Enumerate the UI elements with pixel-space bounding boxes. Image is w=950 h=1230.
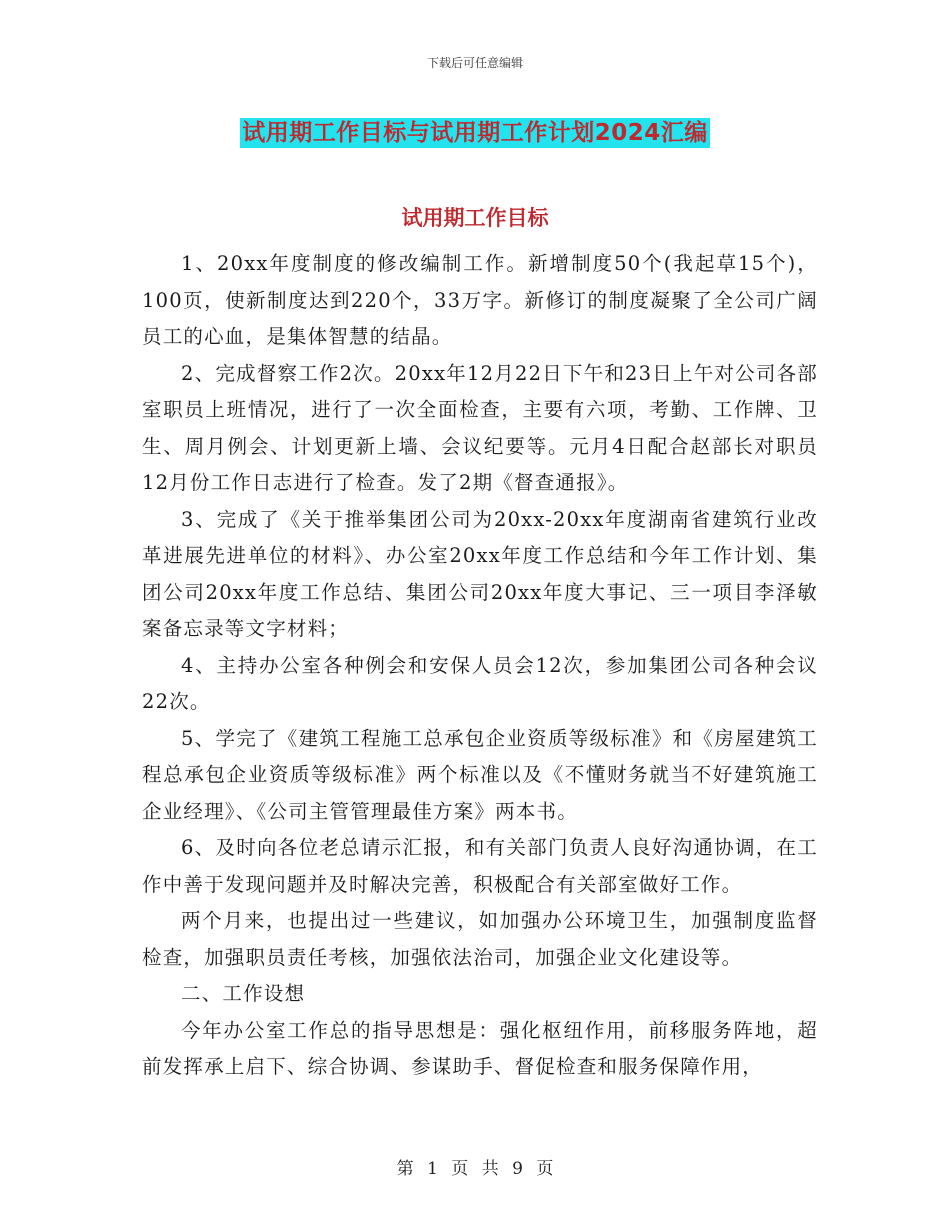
paragraph: 6、及时向各位老总请示汇报，和有关部门负责人良好沟通协调，在工作中善于发现问题并及时解决完善，积极配合有关部室做好工作。 bbox=[142, 836, 818, 896]
paragraph: 2、完成督察工作2次。20xx年12月22日下午和23日上午对公司各部室职员上班情况，进行了一次全面检查，主要有六项，考勤、工作牌、卫生、周月例会、计划更新上墙、会议纪要等。元月4日配合赵部长对职员12月份工作日志进行了检查。发了2期《督查通报》。 bbox=[142, 361, 818, 494]
document-title-text: 试用期工作目标与试用期工作计划2024汇编 bbox=[242, 120, 708, 146]
paragraph: 两个月来，也提出过一些建议，如加强办公环境卫生，加强制度监督检查，加强职员责任考核，加强依法治司，加强企业文化建设等。 bbox=[142, 909, 818, 969]
body-text bbox=[142, 246, 818, 1086]
paragraph: 5、学完了《建筑工程施工总承包企业资质等级标准》和《房屋建筑工程总承包企业资质等级标准》两个标准以及《不懂财务就当不好建筑施工企业经理》、《公司主管管理最佳方案》两本书。 bbox=[142, 726, 818, 823]
header-note: 下载后可任意编辑 bbox=[426, 56, 523, 70]
paragraph: 今年办公室工作总的指导思想是：强化枢纽作用，前移服务阵地，超前发挥承上启下、综合协调、参谋助手、督促检查和服务保障作用， bbox=[142, 1018, 818, 1078]
paragraph: 3、完成了《关于推举集团公司为20xx-20xx年度湖南省建筑行业改革进展先进单位的材料》、办公室20xx年度工作总结和今年工作计划、集团公司20xx年度工作总结、集团公司20xx年度大事记、三一项目李泽敏案备忘录等文字材料； bbox=[142, 507, 818, 640]
paragraph: 二、工作设想 bbox=[181, 982, 306, 1005]
section-title: 试用期工作目标 bbox=[401, 206, 549, 230]
page-footer: 第 1 页 共 9 页 bbox=[396, 1159, 554, 1179]
paragraph: 4、主持办公室各种例会和安保人员会12次，参加集团公司各种会议22次。 bbox=[142, 653, 818, 713]
document-title bbox=[0, 114, 950, 147]
paragraph: 1、20xx年度制度的修改编制工作。新增制度50个(我起草15个)，100页，使新制度达到220个，33万字。新修订的制度凝聚了全公司广阔员工的心血，是集体智慧的结晶。 bbox=[142, 252, 818, 348]
